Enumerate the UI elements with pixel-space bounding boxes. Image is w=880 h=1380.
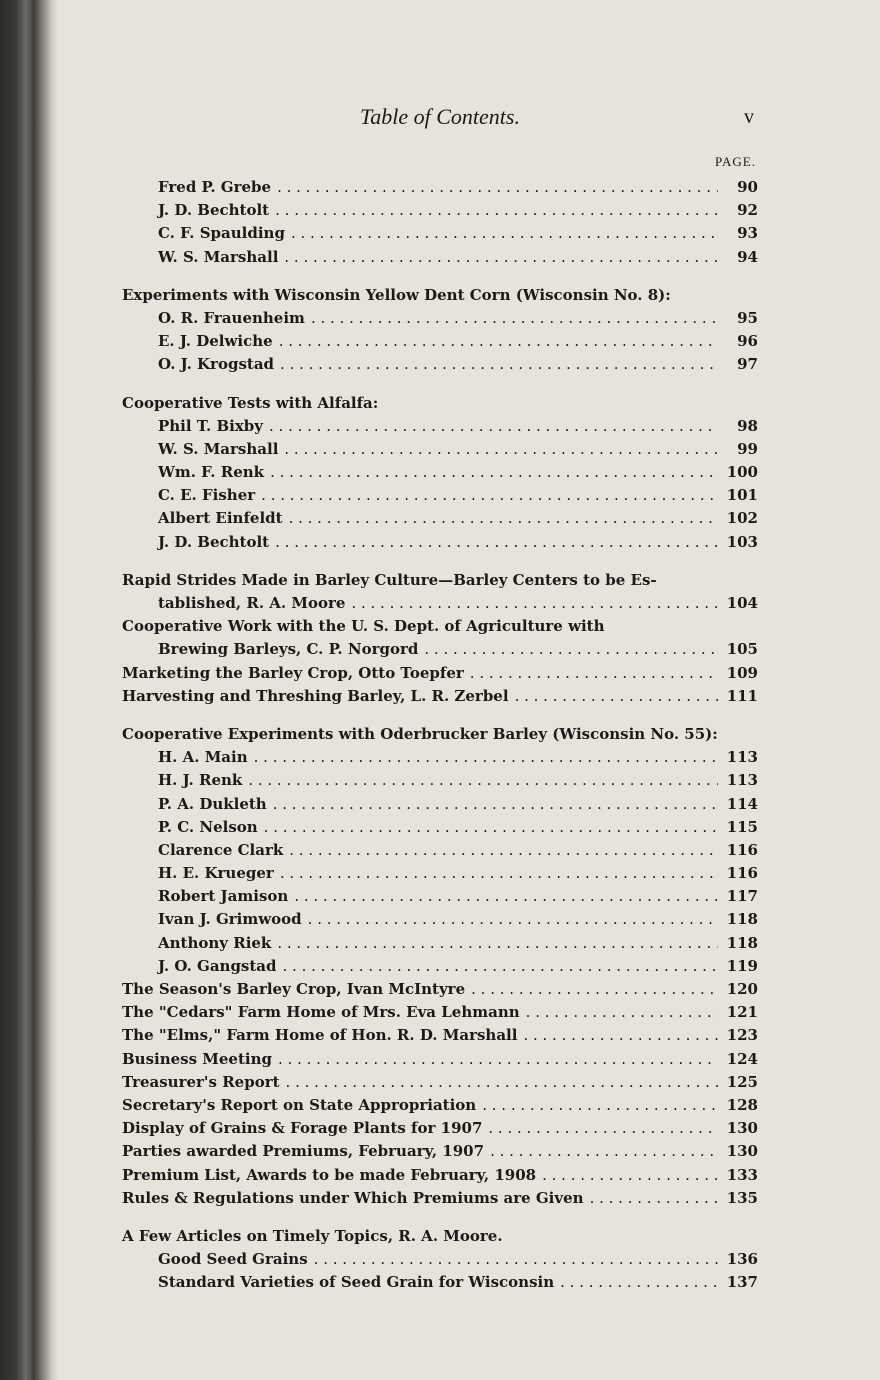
- toc-entry-page-number: 120: [726, 980, 758, 998]
- toc-entry-page-number: 104: [726, 594, 758, 612]
- toc-entry-title: J. D. Bechtolt: [158, 201, 270, 220]
- toc-entry: [122, 484, 758, 507]
- dot-leader: [277, 176, 718, 199]
- page-folio: v: [744, 106, 754, 128]
- toc-entry-page-number: 133: [726, 1165, 758, 1184]
- toc-entry-title: The "Elms," Farm Home of Hon. R. D. Marshall: [122, 1026, 518, 1045]
- toc-entry-title: Good Seed Grains: [158, 1250, 308, 1269]
- toc-entry-title: The "Cedars" Farm Home of Mrs. Eva Lehmann: [122, 1003, 520, 1022]
- toc-entry: [122, 1225, 758, 1248]
- toc-entry-page-number: 116: [726, 864, 758, 883]
- dot-leader: [261, 484, 718, 507]
- dot-leader: [248, 769, 718, 792]
- toc-entry: [122, 769, 758, 792]
- toc-entry-title: Secretary's Report on State Appropriation: [122, 1095, 477, 1114]
- dot-leader: [275, 199, 718, 222]
- toc-entry-title: C. E. Fisher: [158, 486, 256, 505]
- toc-entry: [122, 638, 758, 661]
- toc-entry-title: Anthony Riek: [158, 933, 272, 952]
- toc-entry-title: Cooperative Tests with Alfalfa:: [122, 393, 379, 412]
- toc-entry-title: E. J. Delwiche: [158, 332, 273, 351]
- toc-entry-page-number: 111: [726, 686, 758, 705]
- toc-entry-title: Cooperative Experiments with Oderbrucker Barley (Wisconsin No. 55):: [122, 724, 718, 743]
- toc-entry-title: The Season's Barley Crop, Ivan McIntyre: [122, 980, 466, 998]
- toc-entry: [122, 353, 758, 376]
- toc-entry-title: H. J. Renk: [158, 771, 243, 790]
- toc-entry: [122, 746, 758, 769]
- toc-entry-title: O. J. Krogstad: [158, 355, 275, 374]
- dot-leader: [275, 531, 718, 554]
- toc-entry: [122, 199, 758, 222]
- toc-entry: [122, 1187, 758, 1210]
- toc-entry-page-number: 136: [726, 1250, 758, 1269]
- toc-entry-page-number: 102: [726, 509, 758, 528]
- toc-entry-title: Clarence Clark: [158, 840, 284, 859]
- toc-entry-page-number: 96: [737, 332, 758, 351]
- running-head-title: Table of Contents.: [360, 104, 520, 129]
- toc-entry: [122, 176, 758, 199]
- dot-leader: [294, 885, 718, 908]
- dot-leader: [269, 415, 718, 438]
- toc-entry-page-number: 130: [726, 1142, 758, 1161]
- toc-entry-title: Albert Einfeldt: [158, 509, 283, 528]
- toc-entry-title: O. R. Frauenheim: [158, 308, 305, 327]
- toc-entry-page-number: 93: [737, 224, 758, 243]
- toc-entry: [122, 978, 758, 1001]
- dot-leader: [523, 1024, 718, 1047]
- toc-entry-page-number: 114: [726, 794, 758, 813]
- toc-entry-title: Rules & Regulations under Which Premiums are Given: [122, 1188, 584, 1207]
- toc-entry: [122, 1001, 758, 1024]
- toc-entry: [122, 1117, 758, 1140]
- toc-entry: [122, 1048, 758, 1071]
- toc-entry-title: Parties awarded Premiums, February, 1907: [122, 1142, 485, 1161]
- toc-entry-page-number: 123: [726, 1026, 758, 1045]
- toc-entry-title: A Few Articles on Timely Topics, R. A. Moore.: [122, 1226, 503, 1245]
- toc-entry-page-number: 97: [737, 355, 758, 374]
- toc-entry-title: Marketing the Barley Crop, Otto Toepfer: [122, 663, 464, 682]
- dot-leader: [279, 330, 718, 353]
- dot-leader: [254, 746, 718, 769]
- toc-entry-title: Treasurer's Report: [122, 1072, 280, 1091]
- toc-entry-page-number: 103: [726, 532, 758, 551]
- toc-entry-title: W. S. Marshall: [158, 247, 279, 266]
- toc-entry: [122, 461, 758, 484]
- dot-leader: [291, 222, 718, 245]
- dot-leader: [590, 1187, 718, 1210]
- toc-entry-title: Rapid Strides Made in Barley Culture—Barley Centers to be Es-: [122, 570, 657, 589]
- section-gap: [122, 708, 758, 723]
- toc-entry: [122, 569, 758, 592]
- toc-entry-page-number: 92: [737, 201, 758, 220]
- toc-entry-page-number: 135: [726, 1188, 758, 1207]
- toc-entry-title: H. E. Krueger: [158, 864, 274, 883]
- toc-entry-page-number: 125: [726, 1072, 758, 1091]
- toc-entry: [122, 816, 758, 839]
- toc-entry-title: P. C. Nelson: [158, 817, 258, 836]
- toc-entry: [122, 330, 758, 353]
- toc-entry: [122, 415, 758, 438]
- dot-leader: [488, 1117, 718, 1140]
- section-gap: [122, 377, 758, 392]
- toc-entry-page-number: 99: [737, 439, 758, 458]
- toc-entry: [122, 531, 758, 554]
- toc-entry-page-number: 113: [726, 771, 758, 790]
- page-column-label: PAGE.: [714, 154, 756, 169]
- dot-leader: [470, 662, 718, 685]
- toc-entry-page-number: 98: [737, 416, 758, 435]
- toc-entry-page-number: 90: [737, 178, 758, 196]
- toc-entry: [122, 793, 758, 816]
- toc-entry: [122, 307, 758, 330]
- toc-entry-title: Ivan J. Grimwood: [158, 910, 302, 929]
- toc-entry: [122, 392, 758, 415]
- toc-entry: [122, 955, 758, 978]
- toc-entry-title: H. A. Main: [158, 748, 248, 767]
- dot-leader: [351, 592, 718, 615]
- toc-entry-title: W. S. Marshall: [158, 439, 279, 458]
- toc-entry: [122, 592, 758, 615]
- toc-entry-title: Display of Grains & Forage Plants for 1907: [122, 1119, 483, 1138]
- toc-entry-title: J. O. Gangstad: [158, 956, 277, 975]
- dot-leader: [280, 862, 718, 885]
- dot-leader: [273, 793, 718, 816]
- toc-entry-title: C. F. Spaulding: [158, 224, 285, 243]
- dot-leader: [264, 816, 718, 839]
- toc-entry-page-number: 119: [726, 956, 758, 975]
- toc-entry: [122, 862, 758, 885]
- dot-leader: [289, 839, 718, 862]
- dot-leader: [283, 955, 718, 978]
- toc-entry-page-number: 113: [726, 748, 758, 767]
- toc-entry-page-number: 109: [726, 663, 758, 682]
- dot-leader: [308, 908, 718, 931]
- dot-leader: [280, 353, 718, 376]
- dot-leader: [289, 507, 718, 530]
- dot-leader: [490, 1140, 718, 1163]
- toc-entry-page-number: 130: [726, 1119, 758, 1138]
- dot-leader: [278, 1048, 718, 1071]
- toc-entry: [122, 662, 758, 685]
- toc-entry-page-number: 116: [726, 840, 758, 859]
- dot-leader: [284, 438, 718, 461]
- toc-entry: [122, 1094, 758, 1117]
- dot-leader: [284, 246, 718, 269]
- dot-leader: [286, 1071, 718, 1094]
- toc-entry-page-number: 101: [726, 486, 758, 505]
- dot-leader: [482, 1094, 718, 1117]
- section-gap: [122, 1210, 758, 1225]
- toc-entry-title: Wm. F. Renk: [158, 463, 265, 482]
- dot-leader: [277, 932, 718, 955]
- toc-entry: [122, 723, 758, 746]
- toc-entry: [122, 1024, 758, 1047]
- toc-entry-page-number: 128: [726, 1095, 758, 1114]
- dot-leader: [560, 1271, 718, 1294]
- toc-entry: [122, 246, 758, 269]
- toc-entry-page-number: 105: [726, 640, 758, 659]
- toc-entry: [122, 685, 758, 708]
- toc-entry: [122, 222, 758, 245]
- toc-entry-title: Brewing Barleys, C. P. Norgord: [158, 640, 419, 659]
- toc-entry-title: J. D. Bechtolt: [158, 532, 270, 551]
- toc-entry: [122, 615, 758, 638]
- toc-entry: [122, 908, 758, 931]
- toc-entry-title: Premium List, Awards to be made February, 1908: [122, 1165, 537, 1184]
- toc-entry-title: Experiments with Wisconsin Yellow Dent Corn (Wisconsin No. 8):: [122, 285, 671, 304]
- toc-entry-page-number: 137: [726, 1273, 758, 1292]
- toc-entry-page-number: 117: [726, 887, 758, 906]
- section-gap: [122, 269, 758, 284]
- toc-entry-page-number: 121: [726, 1003, 758, 1022]
- toc-entry-title: Phil T. Bixby: [158, 416, 263, 435]
- toc-entry-title: Fred P. Grebe: [158, 178, 272, 196]
- toc-entry-title: P. A. Dukleth: [158, 794, 267, 813]
- dot-leader: [314, 1248, 718, 1271]
- toc-entry-page-number: 115: [726, 817, 758, 836]
- toc-entry: [122, 885, 758, 908]
- toc-entry-title: Harvesting and Threshing Barley, L. R. Zerbel: [122, 686, 509, 705]
- toc-entry: [122, 1164, 758, 1187]
- dot-leader: [526, 1001, 718, 1024]
- dot-leader: [311, 307, 718, 330]
- toc-entry: [122, 1271, 758, 1294]
- toc-entry-title: tablished, R. A. Moore: [158, 594, 346, 612]
- toc-entry: [122, 839, 758, 862]
- dot-leader: [424, 638, 718, 661]
- toc-entry-page-number: 118: [726, 910, 758, 929]
- dot-leader: [471, 978, 718, 1001]
- toc-entry: [122, 932, 758, 955]
- dot-leader: [270, 461, 718, 484]
- toc-entry-page-number: 118: [726, 933, 758, 952]
- toc-entry: [122, 438, 758, 461]
- toc-entry-page-number: 94: [737, 247, 758, 266]
- toc-entry-page-number: 95: [737, 308, 758, 327]
- dot-leader: [542, 1164, 718, 1187]
- toc-entry-page-number: 100: [726, 463, 758, 482]
- section-gap: [122, 554, 758, 569]
- toc-entry-title: Standard Varieties of Seed Grain for Wisconsin: [158, 1273, 555, 1292]
- table-of-contents: [122, 176, 758, 1294]
- toc-entry-page-number: 124: [726, 1049, 758, 1068]
- toc-entry-title: Robert Jamison: [158, 887, 289, 906]
- toc-entry: [122, 1248, 758, 1271]
- toc-entry: [122, 284, 758, 307]
- toc-entry-title: Business Meeting: [122, 1049, 272, 1068]
- toc-entry: [122, 507, 758, 530]
- toc-entry-title: Cooperative Work with the U. S. Dept. of Agriculture with: [122, 617, 605, 636]
- toc-entry: [122, 1140, 758, 1163]
- dot-leader: [515, 685, 718, 708]
- toc-entry: [122, 1071, 758, 1094]
